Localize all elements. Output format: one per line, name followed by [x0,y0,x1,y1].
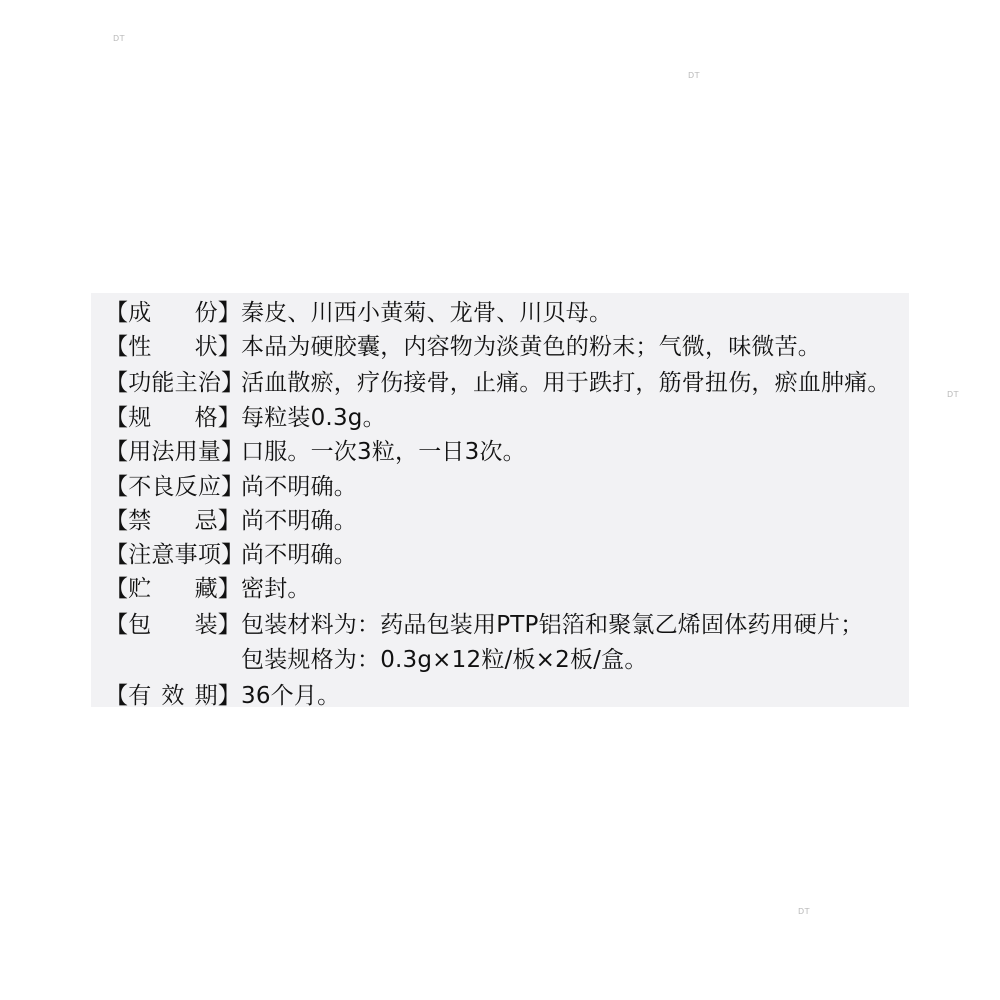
field-label: 【 成 份 】 [105,294,241,327]
field-value: 密封。 [241,575,311,602]
field-label: 【 性 状 】 [105,328,241,361]
field-label: 【 用 法 用 量 】 [105,433,241,466]
label-char: 事 [174,541,198,568]
dosage-row [105,432,526,466]
label-char: 效 [161,682,185,709]
field-label: 【 贮 藏 】 [105,570,241,603]
label-char: 禁 [128,507,152,534]
label-char: 治 [197,369,222,396]
field-value: 活血散瘀，疗伤接骨，止痛。用于跌打，筋骨扭伤，瘀血肿痛。 [241,369,891,396]
watermark-text: DT [947,390,960,399]
label-char: 装 [194,611,218,638]
label-char: 法 [151,438,175,465]
label-char: 忌 [194,507,218,534]
label-char: 包 [128,611,152,638]
field-label: 【 禁 忌 】 [105,502,241,535]
drug-label-panel [91,293,909,707]
label-char: 注 [128,541,152,568]
label-char: 格 [194,404,218,431]
label-char: 规 [128,404,152,431]
description-row [105,327,821,361]
label-char: 不 [128,473,152,500]
field-label: 【 不 良 反 应 】 [105,468,241,501]
field-label: 【 有 效 期 】 [105,677,241,710]
label-char: 藏 [194,575,218,602]
label-char: 功 [128,369,152,396]
label-char: 项 [197,541,222,568]
field-value: 尚不明确。 [241,541,357,568]
watermark-text: DT [113,34,126,43]
field-value: 包装材料为：药品包装用PTP铝箔和聚氯乙烯固体药用硬片； [241,611,864,638]
storage-row [105,569,311,603]
label-char: 用 [128,438,152,465]
field-value: 本品为硬胶囊，内容物为淡黄色的粉末；气微，味微苦。 [241,333,821,360]
watermark-text: DT [688,71,701,80]
packaging-continuation-row [105,640,648,674]
packaging-row [105,605,863,639]
label-char: 份 [194,299,218,326]
field-value-continuation: 包装规格为：0.3g×12粒/板×2板/盒。 [241,646,648,673]
label-char: 用 [174,438,198,465]
field-value: 口服。一次3粒，一日3次。 [241,438,526,465]
field-value: 尚不明确。 [241,507,357,534]
label-char: 反 [174,473,198,500]
label-char: 状 [194,333,218,360]
label-char: 意 [151,541,175,568]
indications-row [105,363,891,397]
field-value: 尚不明确。 [241,473,357,500]
watermark-text: DT [798,907,811,916]
contraindications-row [105,501,357,535]
field-value: 每粒装0.3g。 [241,404,386,431]
field-label: 【 功 能 主 治 】 [105,364,241,397]
label-char: 应 [197,473,222,500]
shelf-life-row [105,676,340,710]
ingredients-row [105,293,612,327]
label-char: 有 [128,682,152,709]
label-char: 主 [174,369,198,396]
precautions-row [105,535,357,569]
label-char: 良 [151,473,175,500]
field-label: 【 包 装 】 [105,606,241,639]
label-char: 成 [128,299,152,326]
field-value: 秦皮、川西小黄菊、龙骨、川贝母。 [241,299,613,326]
field-label: 【 注 意 事 项 】 [105,536,241,569]
label-char: 能 [151,369,175,396]
specification-row [105,398,386,432]
field-label: 【 规 格 】 [105,399,241,432]
label-char: 性 [128,333,152,360]
label-char: 贮 [128,575,152,602]
label-char: 量 [197,438,222,465]
label-char: 期 [194,682,218,709]
field-value: 36个月。 [241,682,341,709]
adverse-reactions-row [105,467,357,501]
